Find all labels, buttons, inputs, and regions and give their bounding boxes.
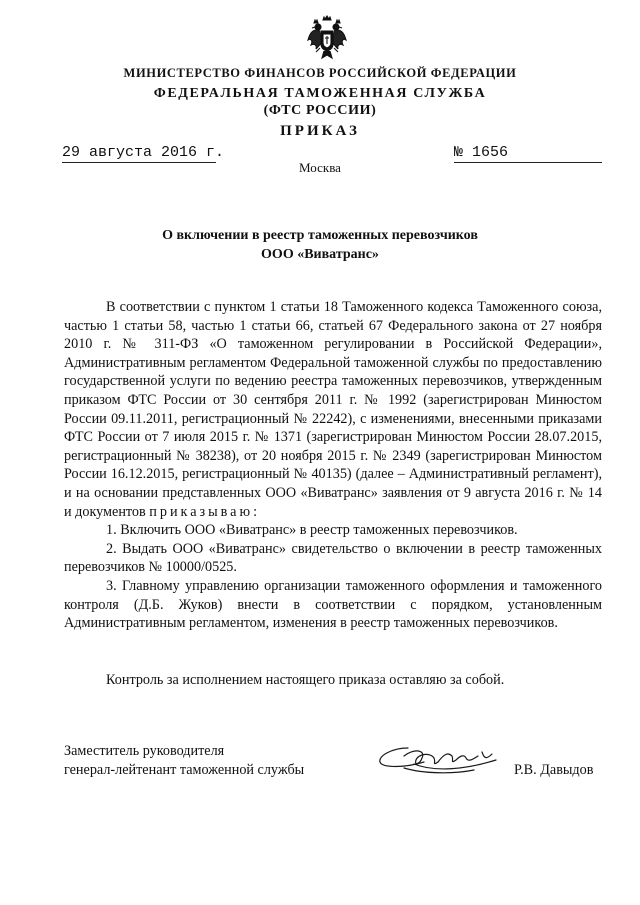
signer-position-line1: Заместитель руководителя [64,743,225,759]
order-word: приказываю: [149,503,261,520]
signer-name: Р.В. Давыдов [514,762,594,778]
order-number: № 1656 [454,144,602,163]
order-title-company: ООО «Виватранс» [261,247,379,262]
preamble-text: В соответствии с пунктом 1 статьи 18 Таможенного кодекса Таможенного союза, частью 1 статьи 58, частью 1 статьи 66, статьей 67 Федерального закона от 27 ноября 2010 г. № 311-ФЗ «О таможенном регулировании в Российской Федерации», Административным регламентом Федеральной таможенной службы по предоставлению государственной услуги по ведению реестра таможенных перевозчиков, утвержденным приказом ФТС России от 30 сентября 2011 г. № 1992 (зарегистрирован Минюстом России 09.11.2011, регистрационный № 22242), с изменениями, внесенными приказами ФТС России от 7 июля 2015 г. № 1371 (зарегистрирован Минюстом России 28.07.2015, регистрационный № 38238), от 20 ноября 2015 г. № 2349 (зарегистрирован Минюстом России 16.12.2015, регистрационный № 40135) (далее – Административный регламент), и на основании представленных ООО «Виватранс» заявления от 9 августа 2016 г. № 14 и документов [64,299,602,520]
document-type: ПРИКАЗ [280,123,360,139]
preamble-paragraph [64,298,602,521]
order-title: О включении в реестр таможенных перевозчиков [162,228,478,243]
service-name: ФЕДЕРАЛЬНАЯ ТАМОЖЕННАЯ СЛУЖБА [153,86,487,101]
coat-of-arms-icon [306,14,348,62]
signer-position-line2: генерал-лейтенант таможенной службы [64,762,305,778]
order-item-1: 1. Включить ООО «Виватранс» в реестр таможенных перевозчиков. [106,522,518,539]
control-clause: Контроль за исполнением настоящего приказа оставляю за собой. [106,672,505,688]
order-body [64,298,602,633]
handwritten-signature [374,742,504,778]
ministry-name: МИНИСТЕРСТВО ФИНАНСОВ РОССИЙСКОЙ ФЕДЕРАЦИИ [123,66,517,80]
service-abbreviation: (ФТС РОССИИ) [263,103,377,118]
city: Москва [299,160,341,175]
order-item-3: 3. Главному управлению организации таможенного оформления и таможенного контроля (Д.Б. Жуков) внести в соответствии с порядком, установленным Административным регламентом, изменения в реестр таможенных перевозчиков. [64,577,602,632]
order-item-2: 2. Выдать ООО «Виватранс» свидетельство о включении в реестр таможенных перевозчиков № 10000/0525. [64,540,602,576]
order-date: 29 августа 2016 г. [62,144,225,161]
